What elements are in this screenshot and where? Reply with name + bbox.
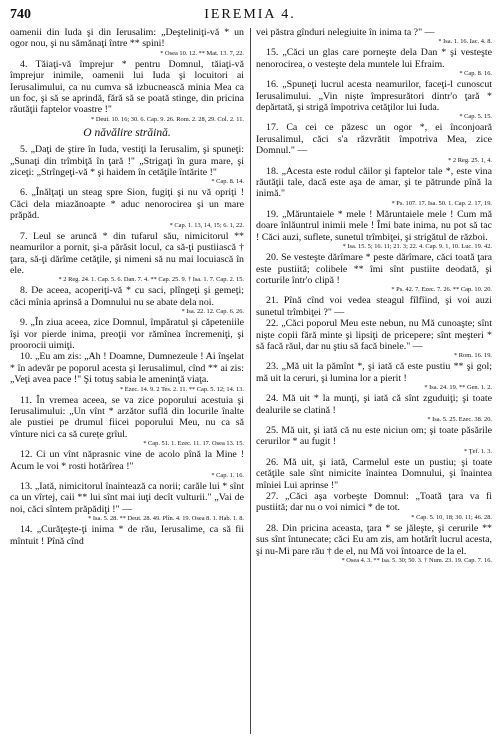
- verse-9: 9. „În ziua aceea, zice Domnul, împăratul şi căpeteniile îşi vor pierde inima, preoţii vor rămînea încremeniţi, şi proorocii uimiţi.: [10, 317, 244, 351]
- verse-7: 7. Leul se aruncă * din tufarul său, nimicitorul ** neamurilor a pornit, şi-a părăsit locul, ca să-ţi pustiiască † ţara, să-ţi dărîme cetăţile, şi nimeni să nu mai locuiască în ele.: [10, 230, 244, 276]
- verse-15: 15. „Căci un glas care porneşte dela Dan * şi vesteşte nenorocirea, o vesteşte dela muntele lui Efraim.: [256, 47, 492, 70]
- verse-14-continued: vei păstra gînduri nelegiuite în inima ta ?" —: [256, 27, 435, 38]
- verse-27: 27. „Căci aşa vorbeşte Domnul: „Toată ţara va fi pustiită; dar nu o voi nimici * de tot.: [256, 491, 492, 514]
- cross-references: * Isa. 15. 5; 16. 11; 21. 3; 22. 4. Cap. 9. 1, 10. Luc. 19. 42.: [342, 243, 492, 251]
- cross-references: * Ţef. 1. 3.: [463, 447, 492, 455]
- verse-12: 12. Ci un vînt năprasnic vine de acolo pînă la Mine ! Acum le voi * rosti hotărîrea !": [10, 449, 244, 472]
- running-title: IEREMIA 4.: [204, 7, 296, 22]
- cross-references: * Deut. 10. 16; 30. 6. Cap. 9. 26. Rom. 2. 28, 29. Col. 2. 11.: [91, 115, 244, 123]
- verse-10: 10. „Eu am zis: „Ah ! Doamne, Dumnezeule ! Ai înşelat * în adevăr pe poporul acesta şi Ierusalimul, cînd ** ai zis: „Veţi avea pace !" Şi totuş sabia le ameninţă viaţa.: [10, 351, 244, 386]
- verse-28: 28. Din pricina aceasta, ţara * se jăleşte, şi cerurile ** sus sînt întunecate; căci Eu am zis, am hotărît lucrul acesta, şi nu-Mi pare rău † de el, nu Mă voi întoarce de la el.: [256, 522, 492, 557]
- verse-20: 20. Se vesteşte dărîmare * peste dărîmare, căci toată ţara este pustiită; colibele ** îmi sînt pustiite deodată, şi corturile într'o clipă !: [256, 252, 492, 286]
- cross-references: * Isa. 22. 12. Cap. 6. 26.: [181, 308, 244, 316]
- cross-references: * Cap. 8. 14.: [211, 178, 244, 186]
- cross-references: * Cap. 1. 16.: [211, 472, 244, 479]
- verse-14: 14. „Curăţeşte-ţi inima * de rău, Ierusalime, ca să fii mîntuit ! Pînă cînd: [10, 524, 244, 547]
- verse-6: 6. „Înălţaţi un steag spre Sion, fugiţi şi nu vă opriţi ! Căci dela miazănoapte * aduc nenorocirea şi un mare prăpăd.: [10, 187, 244, 222]
- page-number: 740: [10, 7, 31, 22]
- verse-19: 19. „Măruntaiele * mele ! Măruntaiele mele ! Cum mă doare înlăuntrul inimii mele ! Îmi bate inima, nu pot să tac ! Căci auzi, suflete, sunetul trîmbiţei, şi strigătul de război.: [256, 208, 492, 243]
- page-header: [10, 6, 490, 24]
- verse-17: 17. Ca cei ce păzesc un ogor *, ei înconjoară Ierusalimul, căci s'a răzvrătit împotriva Mea, zice Domnul." —: [256, 122, 492, 157]
- cross-references: * Ezec. 14. 9. 2 Tes. 2. 11. ** Cap. 5. 12; 14. 13.: [120, 385, 244, 393]
- verse-18: 18. „Acesta este rodul căilor şi faptelor tale *, este vina răutăţii tale, dacă este aşa de amar, şi te pătrunde pînă la inimă.": [256, 165, 492, 200]
- left-column: [10, 27, 244, 736]
- verse-25: 25. Mă uit, şi iată că nu este niciun om; şi toate păsările cerurilor * au fugit !: [256, 424, 492, 448]
- column-divider: [250, 28, 251, 734]
- verse-22: 22. „Căci poporul Meu este nebun, nu Mă cunoaşte; sînt niște copii fără minte şi lipsiţi de pricepere; sînt meşteri * să facă răul, dar nu ştiu să facă binele." —: [256, 318, 492, 352]
- section-heading: O năvălire străină.: [83, 126, 171, 139]
- cross-references: * Ps. 42. 7. Ezec. 7. 26. ** Cap. 10. 20.: [391, 286, 492, 294]
- cross-references: * Cap. 5. 15.: [459, 113, 492, 121]
- cross-references: * Ps. 107. 17. Isa. 50. 1. Cap. 2. 17, 19.: [391, 199, 492, 207]
- cross-references: * Cap. 51. 1. Ezec. 11. 17. Osea 13. 15.: [143, 440, 244, 448]
- cross-references: * Isa. 5. 25. Ezec. 38. 20.: [427, 415, 492, 423]
- verse-11: 11. În vremea aceea, se va zice poporului acestuia şi Ierusalimului: „Un vînt * arzător suflă din locurile înalte ale pustiei pe drumul fiicei poporului Meu, nu ca să vînture nici ca să curețe grîul.: [10, 394, 244, 440]
- verse-21: 21. Pînă cînd voi vedea steagul fîlfîind, şi voi auzi sunetul trîmbiţei ?" —: [256, 295, 492, 318]
- cross-references: * Osea 4. 3. ** Isa. 5. 30; 50. 3. † Num. 23. 19. Cap. 7. 16.: [341, 557, 492, 565]
- cross-references: * Rom. 16. 19.: [454, 352, 492, 360]
- verse-23: 23. „Mă uit la pămînt *, şi iată că este pustiu ** şi gol; mă uit la ceruri, şi lumina lor a pierit !: [256, 361, 492, 384]
- verse-16: 16. „Spuneţi lucrul acesta neamurilor, faceţi-l cunoscut Ierusalimului. „Vin niște împresurători dintr'o ţară * depărtată, şi strigă împotriva cetăţilor lui Iuda.: [256, 79, 492, 114]
- cross-references: * Osea 10. 12. ** Mat. 13. 7, 22.: [160, 49, 244, 57]
- verse-text: oamenii din Iuda şi din Ierusalim: „Deşteliniţi-vă * un ogor nou, şi nu sămănaţi între ** spini!: [10, 27, 244, 50]
- cross-references: * Isa. 5. 28. ** Deut. 28. 49. Plîn. 4. 19. Osea 8. 1. Hab. 1. 8.: [88, 515, 244, 523]
- cross-references: * Cap. 8. 16.: [459, 70, 492, 78]
- cross-references: * 2 Reg. 25. 1, 4.: [448, 156, 492, 164]
- verse-8: 8. De aceea, acoperiţi-vă * cu saci, plîngeţi şi gemeţi; căci mînia aprinsă a Domnului nu se abate dela noi.: [10, 285, 244, 308]
- verse-24: 24. Mă uit * la munţi, şi iată că sînt zguduiţi; şi toate dealurile se clatină !: [256, 393, 492, 416]
- cross-references: * Isa. 24. 19. ** Gen. 1. 2.: [424, 384, 492, 392]
- cross-references: * Isa. 1. 16. Iac. 4. 8.: [438, 38, 492, 46]
- verse-4: 4. Tăiaţi-vă împrejur * pentru Domnul, tăiaţi-vă împrejur inimile, oamenii lui Iuda şi locuitori ai Ierusalimului, ca nu cumva să izbucnească minia Mea ca un foc, şi să se aprindă, fără să se poată stinge, din pricina răutăţii faptelor voastre !": [10, 58, 244, 116]
- verse-5: 5. „Daţi de ştire în Iuda, vestiţi la Ierusalim, şi spuneţi: „Sunaţi din trîmbiţă în ţară !" „Strigaţi în gura mare, şi ziceţi: „Strîngeţi-vă * şi haidem în cetăţile întărite !": [10, 144, 244, 179]
- right-column: [256, 27, 492, 736]
- verse-13: 13. „Iată, nimicitorul înaintează ca norii; carăle lui * sînt ca un vîrtej, caii ** lui sînt mai iuţi decît vulturii." „Vai de noi, căci sîntem prăpădiţi !" —: [10, 481, 244, 515]
- cross-references: * 2 Reg. 24. 1. Cap. 5. 6. Dan. 7. 4. ** Cap. 25. 9. † Isa. 1. 7. Cap. 2. 15.: [58, 276, 244, 284]
- cross-references: * Cap. 5. 10, 18; 30. 11; 46. 28.: [411, 513, 492, 521]
- verse-26: 26. Mă uit, şi iată, Carmelul este un pustiu; şi toate cetăţile sale sînt nimicite înaintea Domnului, şi înaintea mîniei Lui aprinse !": [256, 456, 492, 491]
- cross-references: * Cap. 1. 13, 14, 15; 6. 1, 22.: [169, 221, 244, 229]
